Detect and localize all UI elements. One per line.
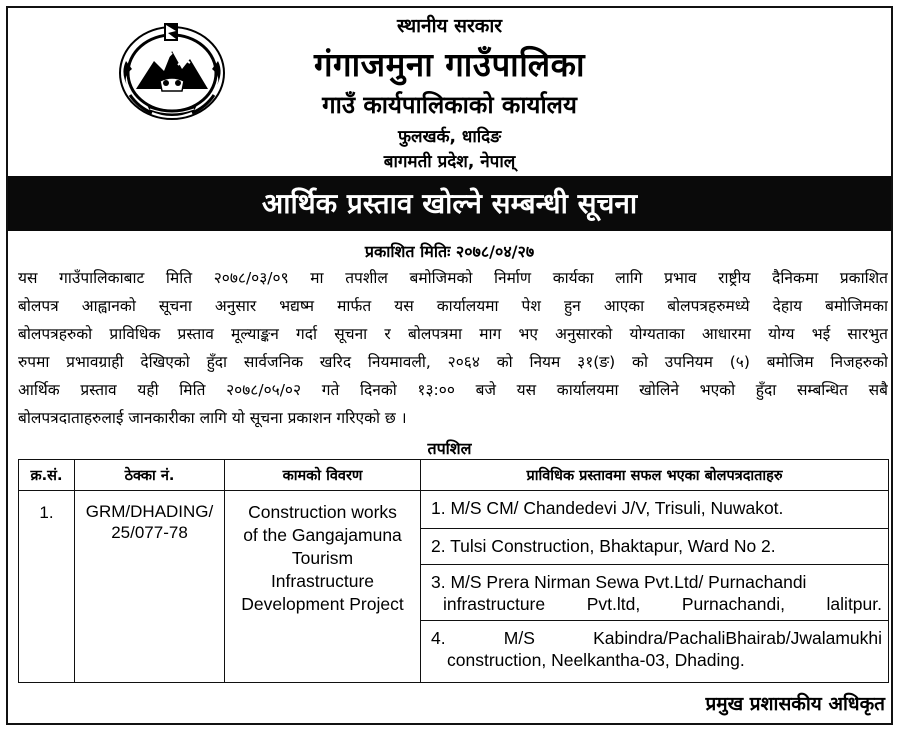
- bidder-text: construction, Neelkantha-03, Dhading.: [447, 650, 745, 670]
- bidder-text: infrastructure Pvt.ltd, Purnachandi, lalitpur.: [443, 594, 882, 614]
- bidder-item: [421, 621, 888, 681]
- contract-number-line: GRM/DHADING/: [85, 502, 214, 521]
- address-line-1: फुलखर्क, धादिङ: [397, 127, 502, 147]
- notice-body-line: बोलपत्र आह्वानको सूचना अनुसार भद्यष्म मार्फत यस कार्यालयमा पेश हुन आएका बोलपत्रहरुमध्ये देहाय बमोजिमका: [18, 297, 888, 315]
- bidder-text: 4. M/S Kabindra/PachaliBhairab/Jwalamukhi: [431, 628, 882, 648]
- header-work-description: कामको विवरण: [225, 460, 421, 491]
- header-contract-no: ठेक्का नं.: [75, 460, 225, 491]
- bidder-item: [421, 529, 888, 565]
- table-caption: तपशिल: [427, 439, 472, 458]
- government-level: स्थानीय सरकार: [396, 15, 503, 37]
- published-date: प्रकाशित मितिः २०७८/०४/२७: [364, 242, 535, 261]
- table-row: [19, 491, 889, 683]
- serial-number: 1.: [19, 491, 75, 683]
- notice-body-line: रुपमा प्रभावग्राही देखिएको हुँदा सार्वजनिक खरिद नियमावली, २०६४ को नियम ३१(ङ) को उपनियम (५) बमोजिम निजहरुको: [18, 353, 888, 371]
- bidder-text: 3. M/S Prera Nirman Sewa Pvt.Ltd/ Purnachandi: [431, 572, 807, 592]
- notice-body: [18, 264, 888, 432]
- bidder-text: 2. Tulsi Construction, Bhaktapur, Ward No 2.: [431, 536, 776, 556]
- contract-number-line: 25/077-78: [111, 523, 188, 542]
- office-name: गाउँ कार्यपालिकाको कार्यालय: [322, 91, 577, 119]
- header-successful-bidders: प्राविधिक प्रस्तावमा सफल भएका बोलपत्रदाताहरु: [421, 460, 889, 491]
- notice-body-line: बोलपत्रदाताहरुलाई जानकारीका लागि यो सूचना प्रकाशन गरिएको छ ।: [18, 409, 407, 427]
- municipality-name: गंगाजमुना गाउँपालिका: [313, 45, 586, 84]
- bidder-item: [421, 565, 888, 621]
- address-line-2: बागमती प्रदेश, नेपाल्: [383, 152, 516, 172]
- work-description-line: Tourism: [291, 548, 354, 568]
- work-description-line: Construction works: [248, 502, 397, 522]
- bidders-list: [421, 491, 889, 683]
- header-serial: क्र.सं.: [19, 460, 75, 491]
- signatory-title: प्रमुख प्रशासकीय अधिकृत: [705, 693, 885, 715]
- notice-body-line: बोलपत्रहरुको प्राविधिक प्रस्ताव मूल्याङ्कन गर्दा सूचना र बोलपत्रमा माग भए अनुसारको योग्यताका आधारमा योग्य भई सारभुत: [18, 325, 888, 343]
- work-description-line: Development Project: [241, 594, 404, 614]
- work-description: [225, 491, 421, 683]
- bidder-item: [421, 491, 888, 529]
- notice-title: आर्थिक प्रस्ताव खोल्ने सम्बन्धी सूचना: [8, 176, 891, 231]
- contract-number: [75, 491, 225, 683]
- bid-table: [18, 459, 889, 683]
- table-header-row: [19, 460, 889, 491]
- work-description-line: of the Gangajamuna: [243, 525, 402, 545]
- notice-body-line: आर्थिक प्रस्ताव यही मिति २०७८/०५/०२ गते दिनको १३:०० बजे यस कार्यालयमा खोलिने भएको हुँदा सम्बन्धित सबै: [18, 381, 888, 399]
- notice-body-line: यस गाउँपालिकाबाट मिति २०७८/०३/०९ मा तपशील बमोजिमको निर्माण कार्यका लागि प्रभाव राष्ट्रीय दैनिकमा प्रकाशित: [18, 269, 888, 287]
- bidder-text: 1. M/S CM/ Chandedevi J/V, Trisuli, Nuwakot.: [431, 498, 784, 518]
- work-description-line: Infrastructure: [270, 571, 375, 591]
